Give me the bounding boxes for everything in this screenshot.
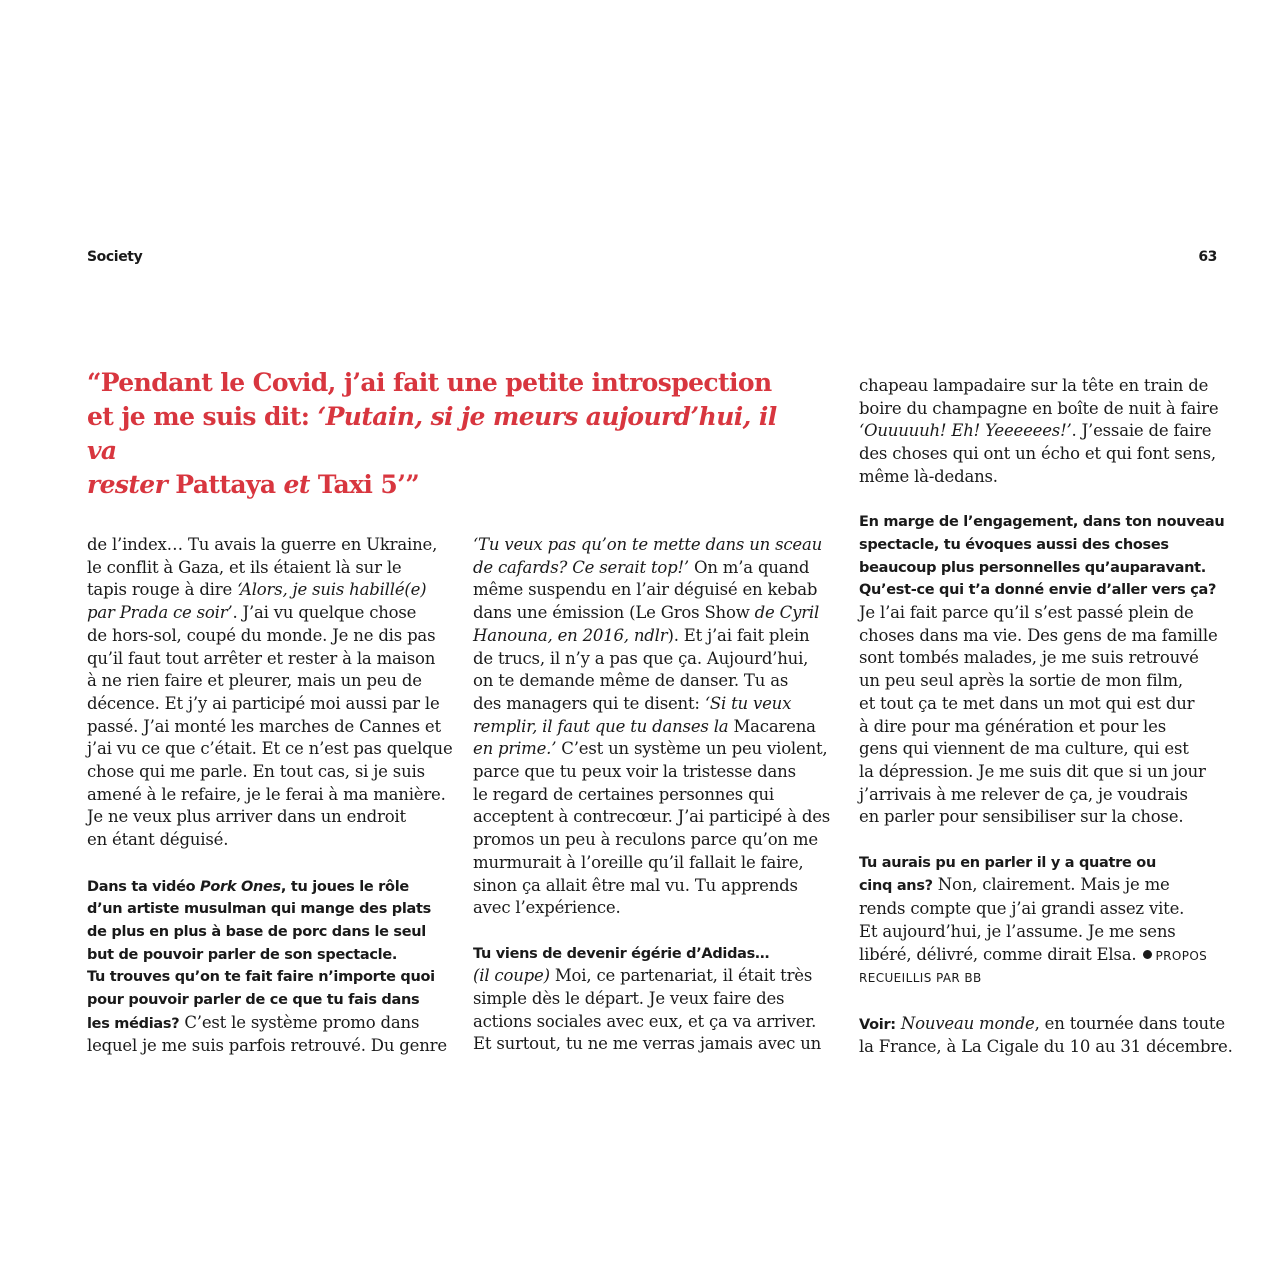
magazine-section-label: Society <box>87 249 143 265</box>
article-column-1: de l’index… Tu avais la guerre en Ukraine, le conflit à Gaza, et ils étaient là sur le tapis rouge à dire ‘Alors, je suis habillé(e) par Prada ce soir’. J’ai vu quelque chose de hors-sol, coupé du monde. Je ne dis pas qu’il faut tout arrêter et rester à la maison à ne rien faire et pleurer, mais un peu de décence. Et j’y ai participé moi aussi par le passé. J’ai monté les marches de Cannes et j’ai vu ce que c’était. Et ce n’est pas quelque chose qui me parle. En tout cas, si je suis amené à le refaire, je le ferai à ma manière. Je ne veux plus arriver dans un endroit en étant déguisé. Dans ta vidéo Pork Ones, tu joues le rôle d’un artiste musulman qui mange des plats de plus en plus à base de porc dans le seul but de pouvoir parler de son spectacle. Tu trouves qu’on te fait faire n’importe quoi pour pouvoir parler de ce que tu fais dans les médias? C’est le système promo dans lequel je me suis parfois retrouvé. Du genre <box>87 535 453 1056</box>
end-mark-dot-icon <box>1143 950 1152 959</box>
interview-question: En marge de l’engagement, dans ton nouveau <box>859 514 1225 531</box>
show-info: Voir: Nouveau monde, en tournée dans toute <box>859 1013 1225 1033</box>
interview-question: Tu viens de devenir égérie d’Adidas… <box>473 945 770 962</box>
pull-quote-line: et je me suis dit: ‘Putain, si je meurs aujourd’hui, il va <box>87 402 777 465</box>
pull-quote-line: rester Pattaya et Taxi 5’” <box>87 470 420 499</box>
credit: PROPOS <box>1155 948 1208 963</box>
credit: RECUEILLIS PAR BB <box>859 971 982 986</box>
interview-question: Tu aurais pu en parler il y a quatre ou <box>859 854 1156 871</box>
page-number: 63 <box>1198 249 1217 265</box>
pull-quote <box>87 366 807 502</box>
interview-question: Dans ta vidéo Pork Ones, tu joues le rôle <box>87 878 409 895</box>
article-column-2: ‘Tu veux pas qu’on te mette dans un sceau de cafards? Ce serait top!’ On m’a quand même suspendu en l’air déguisé en kebab dans une émission (Le Gros Show de Cyril Hanouna, en 2016, ndlr). Et j’ai fait plein de trucs, il n’y a pas que ça. Aujourd’hui, on te demande même de danser. Tu as des managers qui te disent: ‘Si tu veux remplir, il faut que tu danses la Macarena en prime.’ C’est un système un peu violent, parce que tu peux voir la tristesse dans le regard de certaines personnes qui acceptent à contrecœur. J’ai participé à des promos un peu à reculons parce qu’on me murmurait à l’oreille qu’il fallait le faire, sinon ça allait être mal vu. Tu apprends avec l’expérience. Tu viens de devenir égérie d’Adidas… (il coupe) Moi, ce partenariat, il était très simple dès le départ. Je veux faire des actions sociales avec eux, et ça va arriver. Et surtout, tu ne me verras jamais avec un <box>473 535 831 1054</box>
pull-quote-line: “Pendant le Covid, j’ai fait une petite introspection <box>87 368 772 397</box>
article-column-3: chapeau lampadaire sur la tête en train de boire du champagne en boîte de nuit à faire ‘Ouuuuuh! Eh! Yeeeeees!’. J’essaie de faire des choses qui ont un écho et qui font sens, même là-dedans. En marge de l’engagement, dans ton nouveau spectacle, tu évoques aussi des choses beaucoup plus personnelles qu’auparavant. Qu’est-ce qui t’a donné envie d’aller vers ça? Je l’ai fait parce qu’il s’est passé plein de choses dans ma vie. Des gens de ma famille sont tombés malades, je me suis retrouvé un peu seul après la sortie de mon film, et tout ça te met dans un mot qui est dur à dire pour ma génération et pour les gens qui viennent de ma culture, qui est la dépression. Je me suis dit que si un jour j’arrivais à me relever de ça, je voudrais en parler pour sensibiliser sur la chose. Tu aurais pu en parler il y a quatre ou cinq ans? Non, clairement. Mais je me rends compte que j’ai grandi assez vite. Et aujourd’hui, je l’assume. Je me sens libéré, délivré, comme dirait Elsa. PROPOS RECUEILLIS PAR BB Voir: Nouveau monde, en tournée dans toute la France, à La Cigale du 10 au 31 décembre. <box>859 376 1233 1057</box>
